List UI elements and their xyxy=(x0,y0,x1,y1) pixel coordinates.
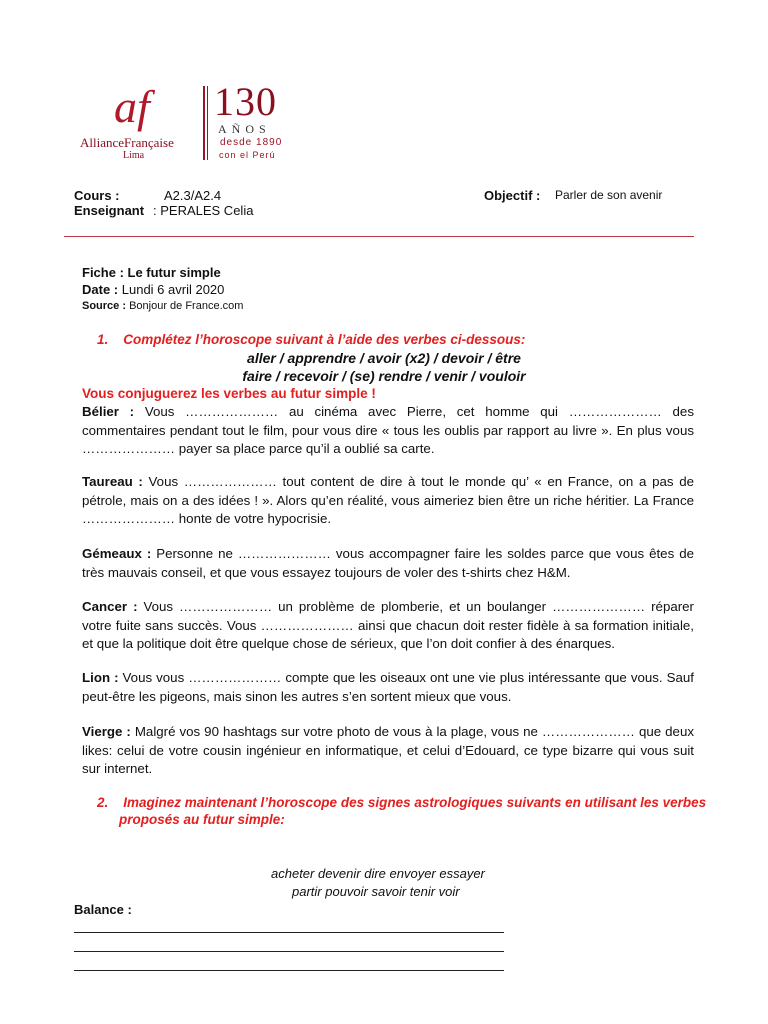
date-line xyxy=(82,282,224,297)
answer-line[interactable] xyxy=(74,951,504,952)
logo-anniversary-number: 130 xyxy=(214,79,277,124)
sign-label: Gémeaux : xyxy=(82,546,152,561)
alliance-francaise-logo xyxy=(80,79,290,164)
exercise1-number: 1. xyxy=(97,332,109,347)
logo-desde: desde 1890 xyxy=(220,137,283,148)
answer-line[interactable] xyxy=(74,932,504,933)
exercise2-verbs-line2: partir pouvoir savoir tenir voir xyxy=(292,884,460,899)
sign-lion xyxy=(82,669,694,706)
exercise2-instruction: Imaginez maintenant l’horoscope des signes astrologiques suivants en utilisant les verbes xyxy=(123,795,707,810)
sign-text: Malgré vos 90 hashtags sur votre photo de vous à la plage, vous ne ………………… que deux likes: celui de votre cousin ingénieur en informatique, et celui d’Edouard, ce type bizarre qui vous suit sur internet. xyxy=(82,724,694,776)
exercise1-heading xyxy=(97,332,525,347)
cours-label: Cours : xyxy=(74,188,120,203)
header-divider xyxy=(64,236,694,237)
sign-label: Lion : xyxy=(82,670,119,685)
objectif-label: Objectif : xyxy=(484,188,541,203)
exercise1-verbs-line2: faire / recevoir / (se) rendre / venir / vouloir xyxy=(242,368,526,384)
sign-text: Personne ne ………………… vous accompagner faire les soldes parce que vous êtes de très mauvais conseil, et que vous essayez toujours de voler des t-shirts chez H&M. xyxy=(82,546,694,580)
sign-label: Taureau : xyxy=(82,474,143,489)
sign-gemeaux xyxy=(82,545,694,582)
sign-cancer xyxy=(82,598,694,654)
logo-anos: AÑOS xyxy=(218,122,271,136)
date-label: Date : xyxy=(82,282,119,297)
logo-name: AllianceFrançaise xyxy=(80,135,174,150)
logo-city: Lima xyxy=(123,150,145,161)
sign-text: Vous ………………… tout content de dire à tout le monde qu’ « en France, on a pas de pétrole, mais on a des idées ! ». Alors qu’en réalité, vous aimeriez bien être un riche héritier. La France ………………… honte de votre hypocrisie. xyxy=(82,474,694,526)
answer-line[interactable] xyxy=(74,970,504,971)
source-line xyxy=(82,300,243,312)
enseignant-label: Enseignant xyxy=(74,203,145,218)
sign-text: Vous ………………… au cinéma avec Pierre, cet homme qui ………………… des commentaires pendant tout le film, pour vous dire « tous les oublis par rapport au livre ». En plus vous ………………… payer sa place parce qu’il a oublié sa carte. xyxy=(82,404,694,456)
cours-value: A2.3/A2.4 xyxy=(164,188,222,203)
exercise2-verbs-line1: acheter devenir dire envoyer essayer xyxy=(271,866,485,881)
exercise1-verbs-line1: aller / apprendre / avoir (x2) / devoir / être xyxy=(247,350,521,366)
objectif-value: Parler de son avenir xyxy=(555,188,663,202)
sign-belier xyxy=(82,403,694,459)
logo-divider-thin xyxy=(207,86,208,160)
conjugate-instruction: Vous conjuguerez les verbes au futur simple ! xyxy=(82,386,376,401)
logo-divider xyxy=(203,86,205,160)
balance-label: Balance : xyxy=(74,902,132,917)
sign-taureau xyxy=(82,473,694,529)
exercise2-heading xyxy=(97,795,706,810)
exercise2-instruction-line2: proposés au futur simple: xyxy=(119,812,285,827)
logo-con: con el Perú xyxy=(219,150,276,160)
exercise1-instruction: Complétez l’horoscope suivant à l’aide des verbes ci-dessous: xyxy=(123,332,526,347)
sign-text: Vous ………………… un problème de plomberie, et un boulanger ………………… réparer votre fuite sans succès. Vous ………………… ainsi que chacun doit rester fidèle à sa formation initiale, et que la politique doit être quelque chose de sérieux, que l’on doit confier à des énarques. xyxy=(82,599,694,651)
exercise2-number: 2. xyxy=(97,795,109,810)
fiche-title: Fiche : Le futur simple xyxy=(82,265,221,280)
sign-label: Cancer : xyxy=(82,599,138,614)
source-value: Bonjour de France.com xyxy=(129,300,244,312)
date-value: Lundi 6 avril 2020 xyxy=(121,282,225,297)
sign-label: Vierge : xyxy=(82,724,131,739)
sign-label: Bélier : xyxy=(82,404,135,419)
source-label: Source : xyxy=(82,300,127,312)
sign-text: Vous vous ………………… compte que les oiseaux ont une vie plus intéressante que vous. Sauf peut-être les pigeons, mais sinon les autres s’en sortent mieux que vous. xyxy=(82,670,694,704)
sign-vierge xyxy=(82,723,694,779)
logo-monogram: af xyxy=(114,81,150,132)
enseignant-value: : PERALES Celia xyxy=(153,203,254,218)
